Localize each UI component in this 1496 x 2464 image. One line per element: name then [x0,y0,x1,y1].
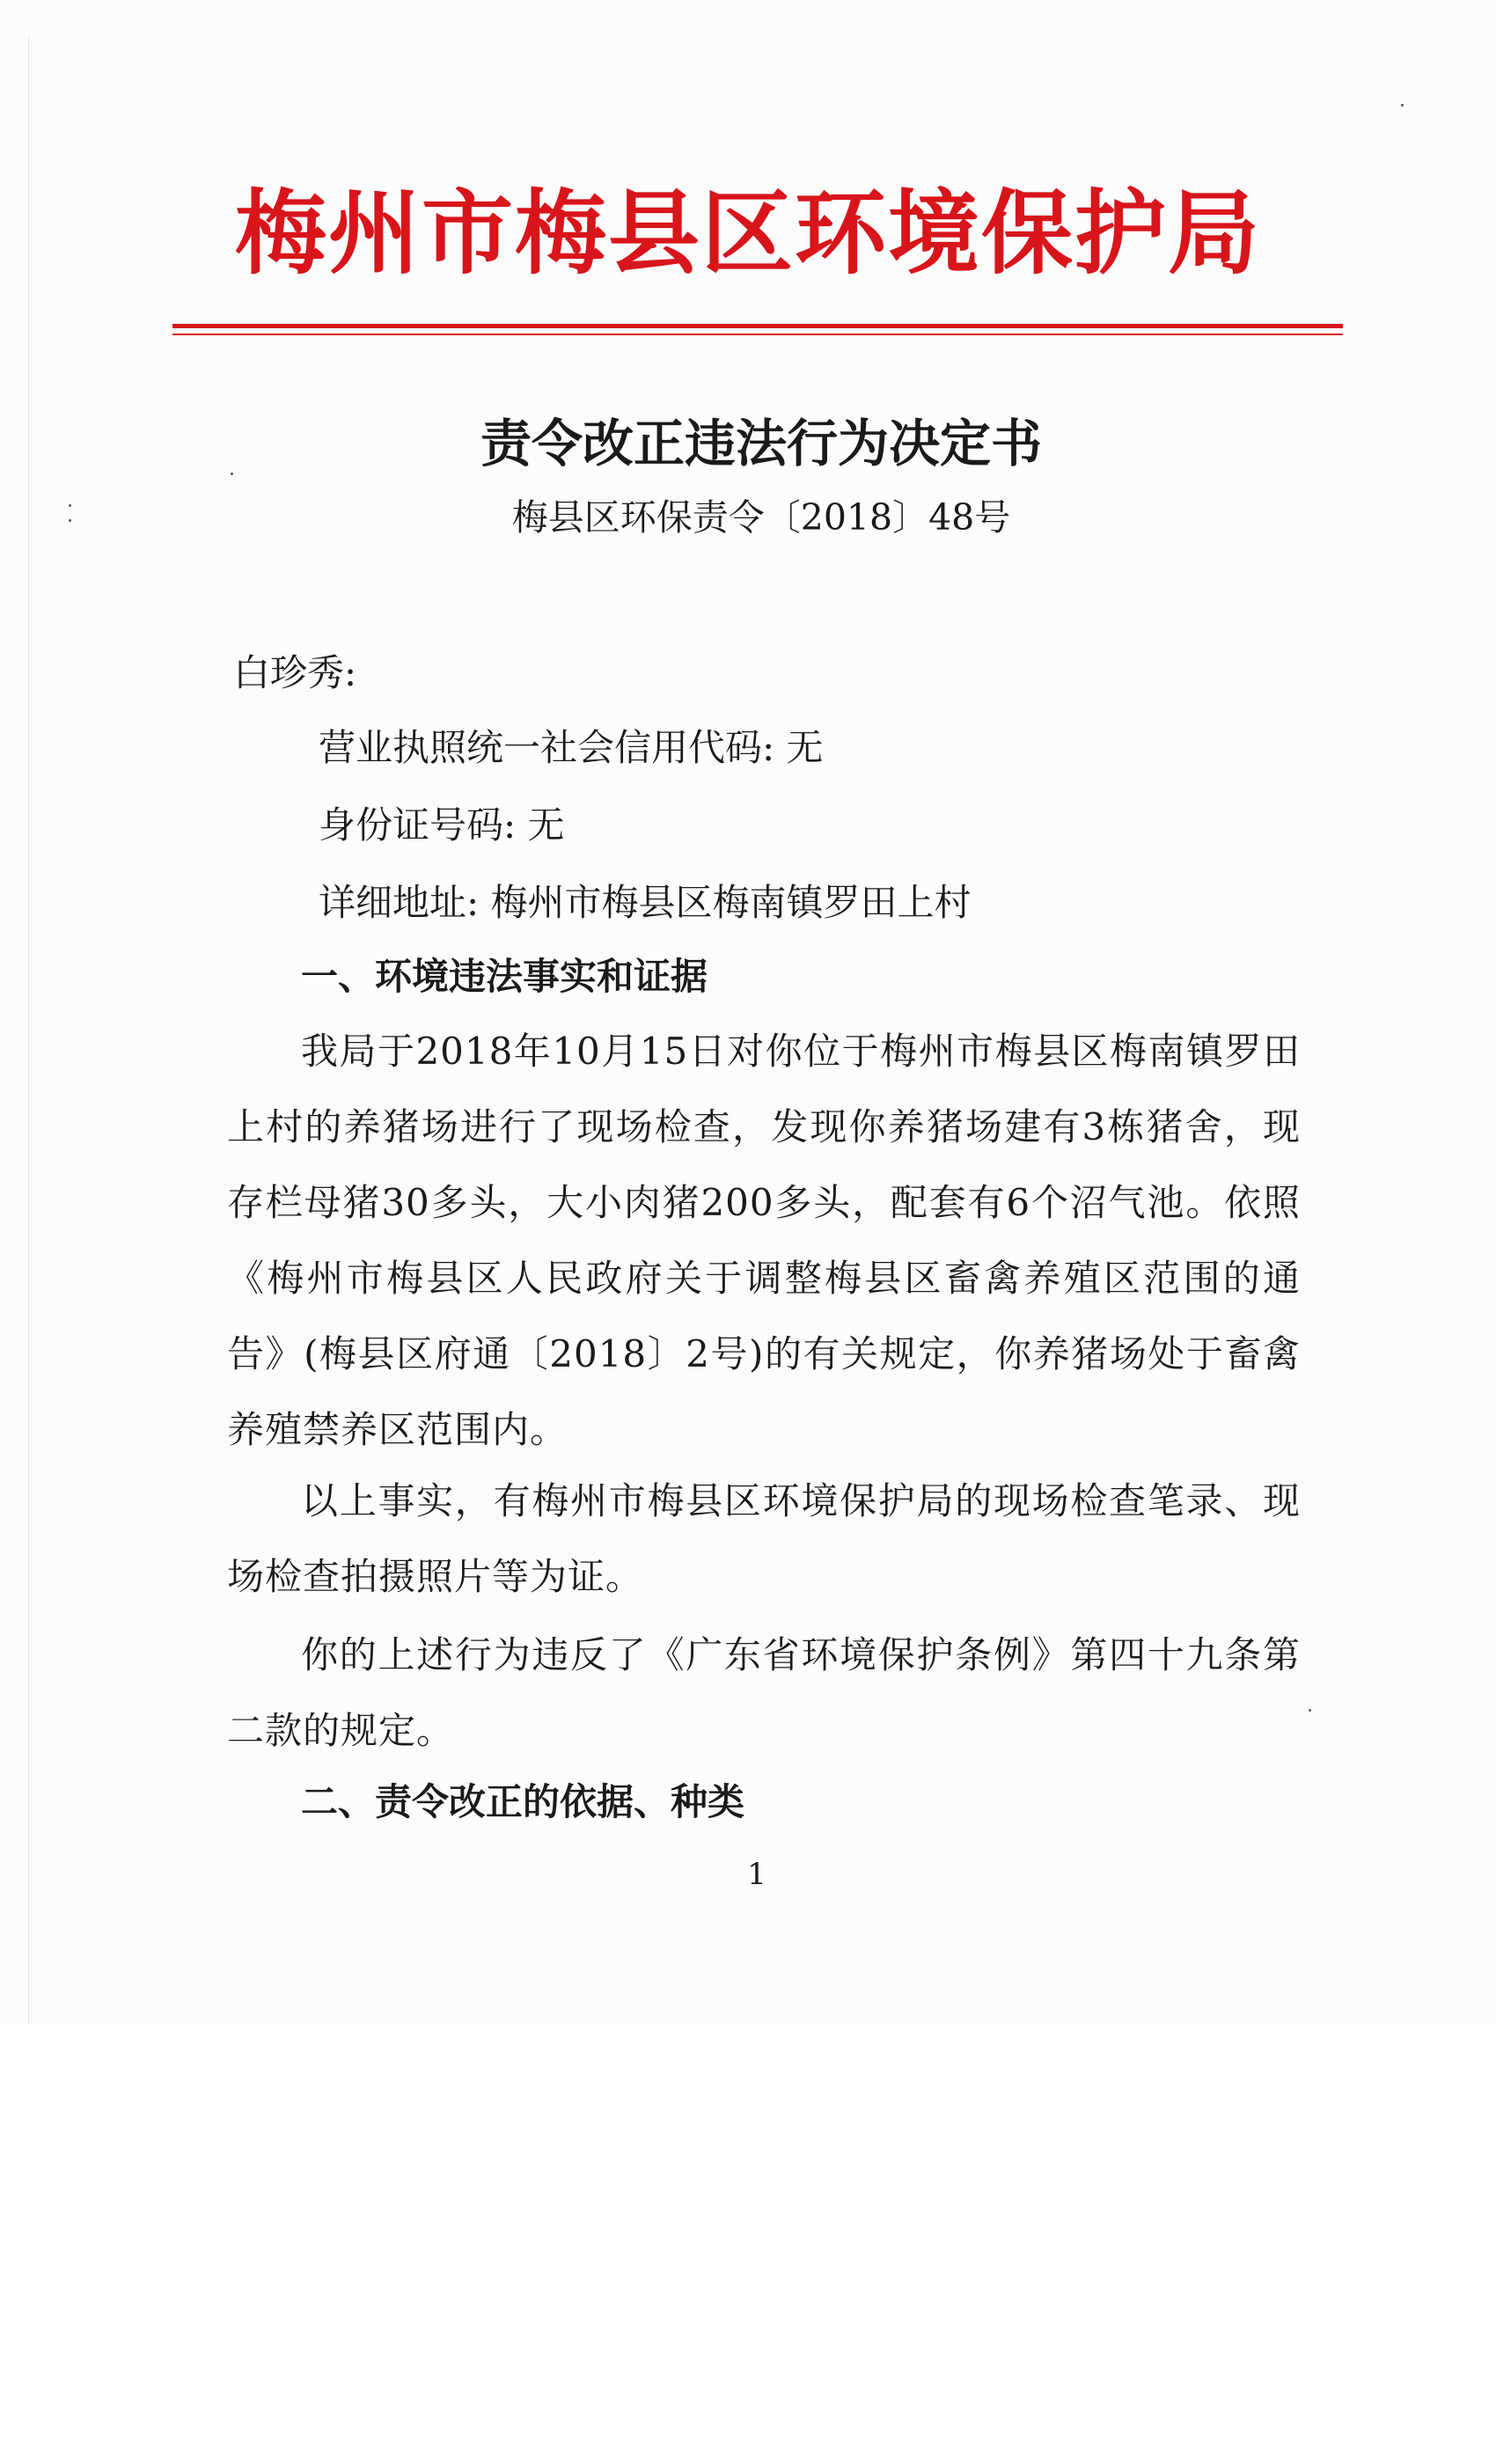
scan-edge [28,35,29,2024]
scan-speck [69,519,71,522]
scan-speck [1401,104,1404,106]
address-field: 详细地址: 梅州市梅县区梅南镇罗田上村 [319,881,972,924]
body-paragraph: 我局于2018年10月15日对你位于梅州市梅县区梅南镇罗田上村的养猪场进行了现场检查，发现你养猪场建有3栋猪舍，现存栏母猪30多头，大小肉猪200多头，配套有6个沼气池。依照《梅州市梅县区人民政府关于调整梅县区畜禽养殖区范围的通告》(梅县区府通〔2018〕2号)的有关规定，你养猪场处于畜禽养殖禁养区范围内。 [227,1030,1301,1451]
scan-speck [69,504,71,507]
body-paragraph: 以上事实，有梅州市梅县区环境保护局的现场检查笔录、现场检查拍摄照片等为证。 [227,1479,1301,1598]
body-paragraph: 你的上述行为违反了《广东省环境保护条例》第四十九条第二款的规定。 [227,1633,1301,1752]
scan-speck [1309,1709,1311,1712]
section-heading: 一、环境违法事实和证据 [301,955,708,998]
document-title: 责令改正违法行为决定书 [480,414,1042,473]
header-rule-thick [172,324,1343,328]
header-rule-thin [172,334,1343,335]
document-number: 梅县区环保责令〔2018〕48号 [511,496,1011,539]
id-number-field: 身份证号码: 无 [319,803,565,847]
addressee-name: 白珍秀: [233,651,357,694]
section-heading: 二、责令改正的依据、种类 [301,1780,745,1823]
credit-code-field: 营业执照统一社会信用代码: 无 [319,726,824,769]
page-number: 1 [747,1857,766,1892]
agency-header: 梅州市梅县区环境保护局 [234,180,1261,287]
